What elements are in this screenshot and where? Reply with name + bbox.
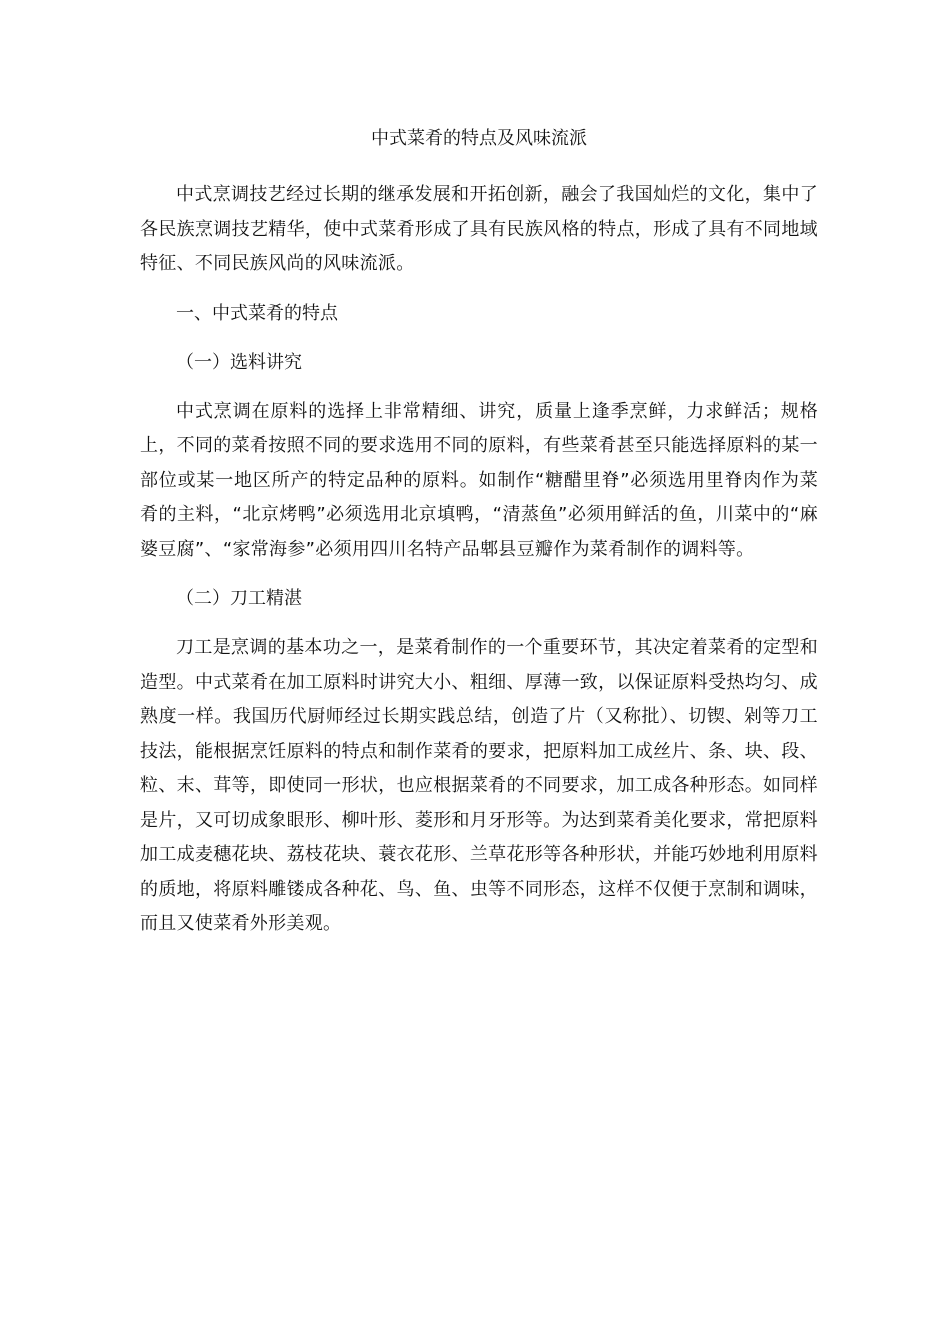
subsection-heading-ingredients: （一）选料讲究 bbox=[176, 351, 302, 373]
document-title: 中式菜肴的特点及风味流派 bbox=[371, 128, 587, 149]
subsection-heading-knife-work: （二）刀工精湛 bbox=[176, 588, 302, 609]
section-heading-features: 一、中式菜肴的特点 bbox=[176, 302, 338, 324]
knife-work-paragraph: 刀工是烹调的基本功之一，是菜肴制作的一个重要环节，其决定着菜肴的定型和造型。中式菜肴在加工原料时讲究大小、粗细、厚薄一致，以保证原料受热均匀、成熟度一样。我国历代厨师经过长期实践总结，创造了片（又称批）、切锲、剁等刀工技法，能根据烹饪原料的特点和制作菜肴的要求，把原料加工成丝片、条、块、段、粒、末、茸等，即使同一形状，也应根据菜肴的不同要求，加工成各种形态。如同样是片，又可切成象眼形、柳叶形、菱形和月牙形等。为达到菜肴美化要求，常把原料加工成麦穗花块、荔枝花块、蓑衣花形、兰草花形等各种形状，并能巧妙地利用原料的质地，将原料雕镂成各种花、鸟、鱼、虫等不同形态，这样不仅便于烹制和调味，而且又使菜肴外形美观。 bbox=[140, 637, 818, 934]
ingredients-paragraph: 中式烹调在原料的选择上非常精细、讲究，质量上逢季烹鲜，力求鲜活；规格上，不同的菜肴按照不同的要求选用不同的原料，有些菜肴甚至只能选择原料的某一部位或某一地区所产的特定品种的原料。如制作“糖醋里脊”必须选用里脊肉作为菜肴的主料，“北京烤鸭”必须选用北京填鸭，“清蒸鱼”必须用鲜活的鱼，川菜中的“麻婆豆腐”、“家常海参”必须用四川名特产品郫县豆瓣作为菜肴制作的调料等。 bbox=[140, 400, 818, 560]
intro-paragraph: 中式烹调技艺经过长期的继承发展和开拓创新，融会了我国灿烂的文化，集中了各民族烹调技艺精华，使中式菜肴形成了具有民族风格的特点，形成了具有不同地域特征、不同民族风尚的风味流派。 bbox=[140, 184, 818, 274]
